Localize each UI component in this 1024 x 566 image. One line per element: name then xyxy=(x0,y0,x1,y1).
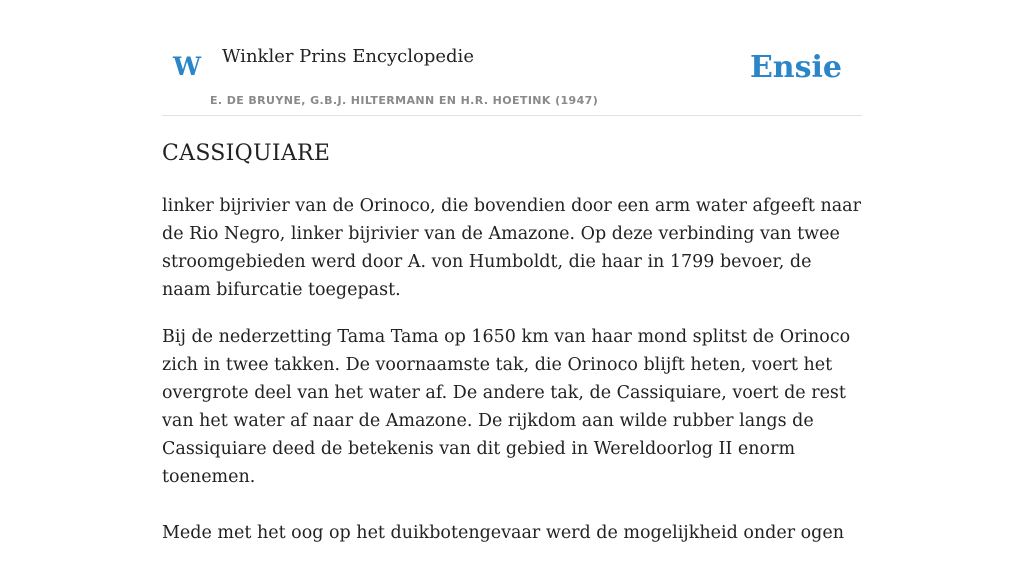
article-title: CASSIQUIARE xyxy=(162,141,331,166)
article-paragraph: Mede met het oog op het duikbotengevaar werd de mogelijkheid onder ogen xyxy=(162,523,844,543)
source-title: Winkler Prins Encyclopedie xyxy=(222,46,474,67)
source-authors: E. DE BRUYNE, G.B.J. HILTERMANN EN H.R. HOETINK (1947) xyxy=(210,94,599,107)
ensie-brand-link[interactable]: Ensie xyxy=(749,50,842,85)
article-paragraph: Bij de nederzetting Tama Tama op 1650 km van haar mond splitst de Orinoco zich in twee takken. De voornaamste tak, die Orinoco blijft heten, voert het overgrote deel van het water af. De andere tak, de Cassiquiare, voert de rest van het water af naar de Amazone. De rijkdom aan wilde rubber langs de Cassiquiare deed de betekenis van dit gebied in Wereldoorlog II enorm toenemen. xyxy=(162,327,851,487)
article-body xyxy=(162,192,862,566)
encyclopedia-header xyxy=(162,38,862,116)
source-logo[interactable]: W xyxy=(173,52,202,81)
article-paragraph: linker bijrivier van de Orinoco, die bovendien door een arm water afgeeft naar de Rio Negro, linker bijrivier van de Amazone. Op deze verbinding van twee stroomgebieden werd door A. von Humboldt, die haar in 1799 bevoer, de naam bifurcatie toegepast. xyxy=(162,196,861,300)
